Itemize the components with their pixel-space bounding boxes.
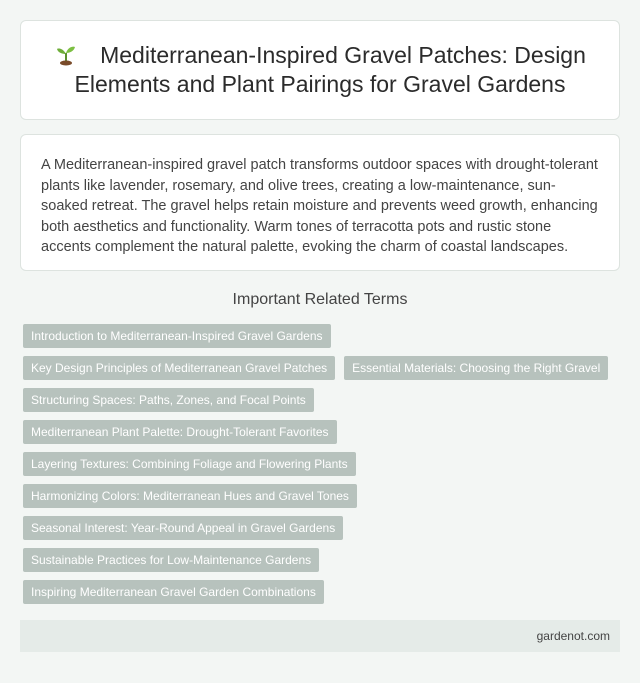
related-terms-list — [23, 324, 623, 612]
site-link[interactable]: gardenot.com — [536, 629, 610, 643]
page-title — [45, 41, 595, 99]
term-row — [23, 484, 623, 516]
description-card — [20, 134, 620, 271]
term-row — [23, 548, 623, 580]
term-tag[interactable]: Introduction to Mediterranean-Inspired Gravel Gardens — [23, 324, 331, 348]
term-tag[interactable]: Essential Materials: Choosing the Right Gravel — [344, 356, 608, 380]
term-tag[interactable]: Mediterranean Plant Palette: Drought-Tolerant Favorites — [23, 420, 337, 444]
sprout-icon — [54, 42, 78, 66]
term-tag[interactable]: Layering Textures: Combining Foliage and Flowering Plants — [23, 452, 356, 476]
term-tag[interactable]: Structuring Spaces: Paths, Zones, and Focal Points — [23, 388, 314, 412]
footer — [20, 620, 620, 652]
related-terms-heading: Important Related Terms — [232, 291, 408, 308]
term-row — [23, 420, 623, 452]
term-row — [23, 580, 623, 612]
page-title-text: Mediterranean-Inspired Gravel Patches: Design Elements and Plant Pairings for Gravel Gardens — [74, 42, 586, 97]
term-row — [23, 356, 623, 388]
term-row — [23, 324, 623, 356]
title-card — [20, 20, 620, 120]
term-tag[interactable]: Sustainable Practices for Low-Maintenance Gardens — [23, 548, 319, 572]
term-tag[interactable]: Harmonizing Colors: Mediterranean Hues and Gravel Tones — [23, 484, 357, 508]
term-tag[interactable]: Inspiring Mediterranean Gravel Garden Combinations — [23, 580, 324, 604]
term-tag[interactable]: Key Design Principles of Mediterranean Gravel Patches — [23, 356, 335, 380]
description-text: A Mediterranean-inspired gravel patch transforms outdoor spaces with drought-tolerant plants like lavender, rosemary, and olive trees, creating a low-maintenance, sun-soaked retreat. The gravel helps retain moisture and prevents weed growth, enhancing both aesthetics and functionality. Warm tones of terracotta pots and rustic stone accents complement the natural palette, evoking the charm of coastal landscapes. — [41, 157, 598, 255]
term-tag[interactable]: Seasonal Interest: Year-Round Appeal in Gravel Gardens — [23, 516, 343, 540]
term-row — [23, 452, 623, 484]
term-row — [23, 388, 623, 420]
term-row — [23, 516, 623, 548]
